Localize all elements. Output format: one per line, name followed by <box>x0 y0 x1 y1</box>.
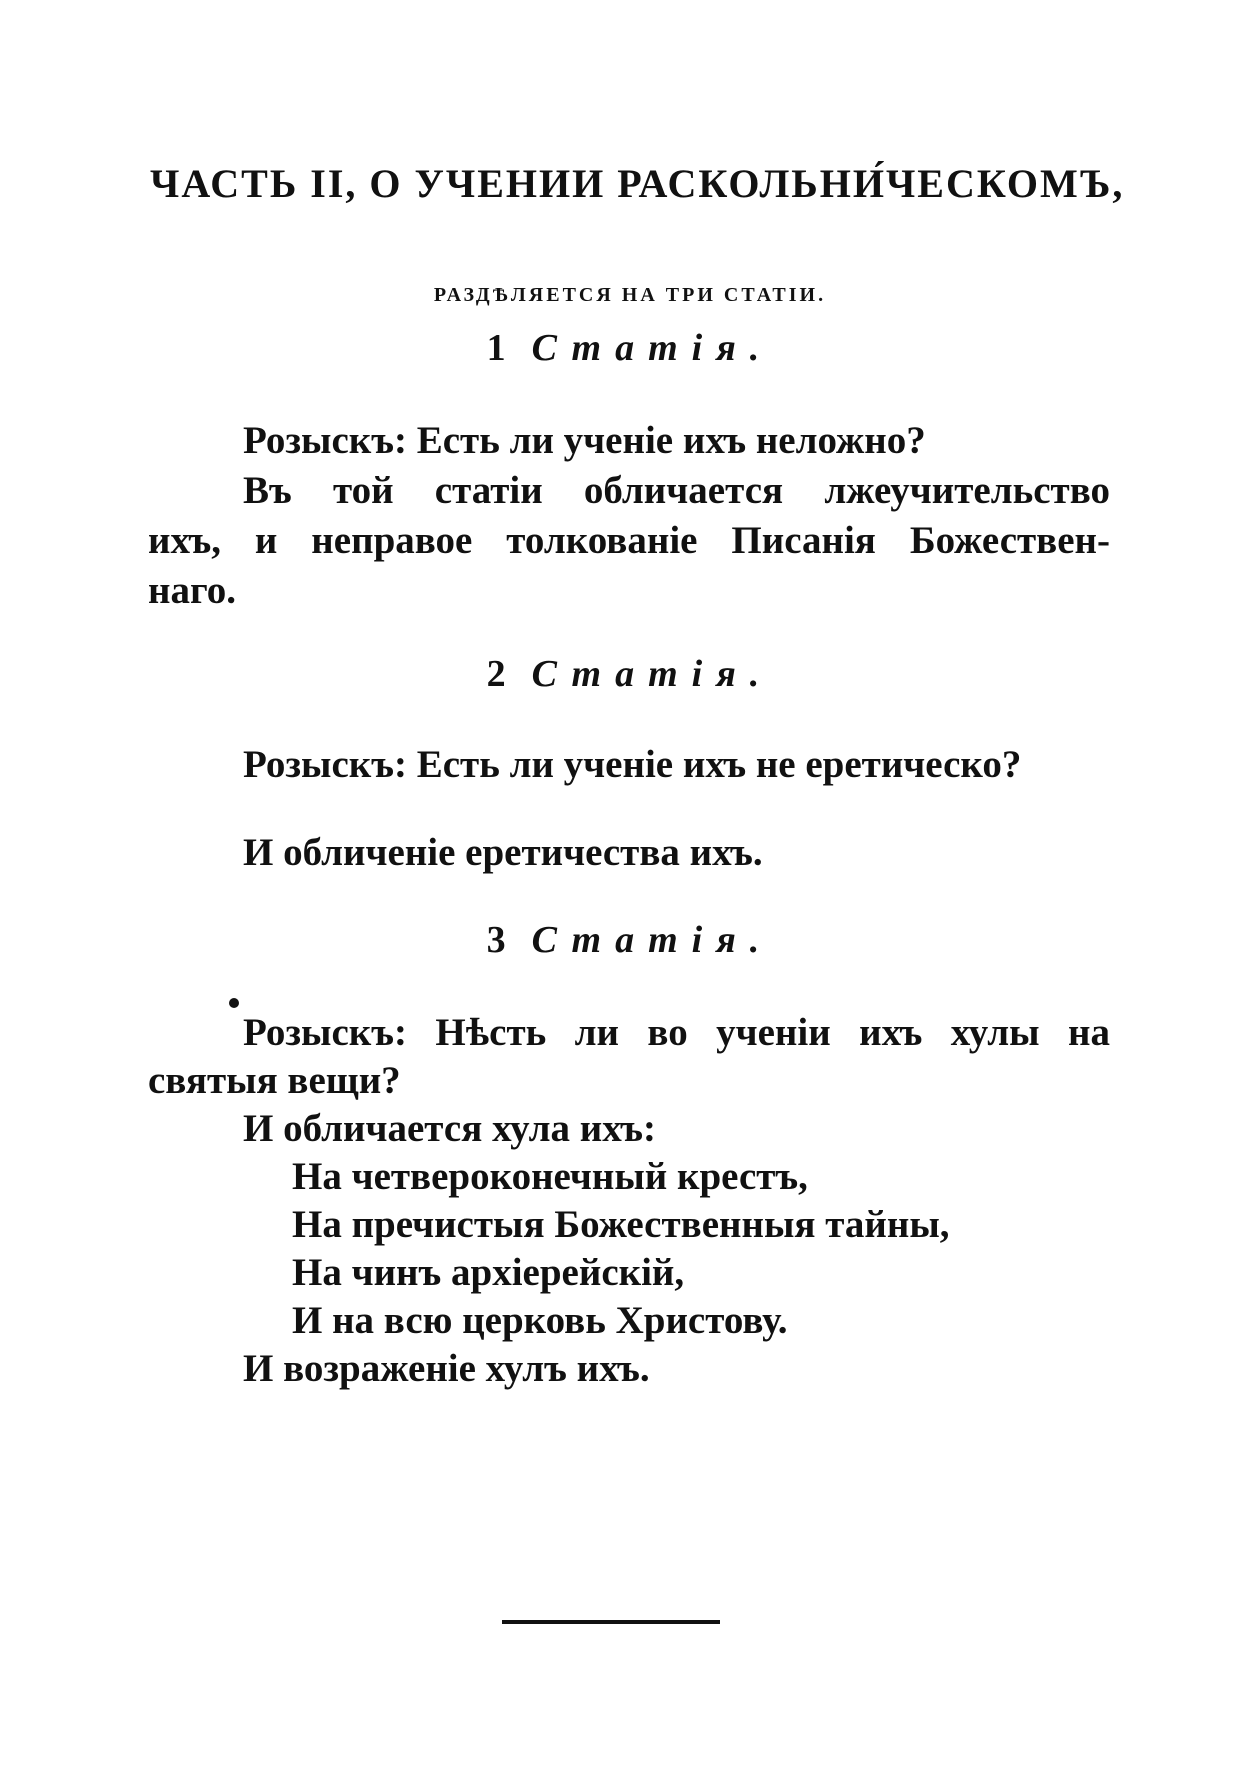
section-1-heading <box>150 326 1110 370</box>
section-3-query: Розыскъ: Нѣсть ли во ученіи ихъ хулы на <box>243 1011 1110 1054</box>
page-title: ЧАСТЬ II, О УЧЕНИИ РАСКОЛЬНИ́ЧЕСКОМЪ, <box>150 161 1125 206</box>
section-1-text-line: ихъ, и неправое толкованіе Писанія Божествен- <box>148 519 1110 562</box>
section-3-text-line: И возраженіе хулъ ихъ. <box>243 1347 650 1390</box>
page-subtitle: РАЗДѢЛЯЕТСЯ НА ТРИ СТАТІИ. <box>433 284 827 306</box>
section-3-text-line: И обличается хула ихъ: <box>243 1107 656 1150</box>
section-3-list-item: И на всю церковь Христову. <box>292 1299 788 1342</box>
section-number: 2 <box>486 653 506 695</box>
section-title: Статія. <box>531 327 774 369</box>
section-number: 3 <box>486 919 506 961</box>
ink-dot-mark <box>229 998 239 1008</box>
section-title: Статія. <box>531 653 774 695</box>
section-2-text-line: И обличеніе еретичества ихъ. <box>243 831 763 874</box>
section-1-text-line: наго. <box>148 569 236 612</box>
section-1-text-line: Въ той статіи обличается лжеучительство <box>243 469 1110 512</box>
section-2-query: Розыскъ: Есть ли ученіе ихъ не еретическо? <box>243 743 1022 786</box>
section-1-query: Розыскъ: Есть ли ученіе ихъ неложно? <box>243 419 926 462</box>
section-3-heading <box>150 918 1110 962</box>
section-3-list-item: На четвероконечный крестъ, <box>292 1155 808 1198</box>
section-3-list-item: На пречистыя Божественныя тайны, <box>292 1203 950 1246</box>
section-3-text-line: святыя вещи? <box>148 1059 401 1102</box>
section-2-heading <box>150 652 1110 696</box>
section-title: Статія. <box>531 919 774 961</box>
closing-rule <box>502 1620 720 1624</box>
section-3-list-item: На чинъ архіерейскій, <box>292 1251 685 1294</box>
section-number: 1 <box>486 327 506 369</box>
